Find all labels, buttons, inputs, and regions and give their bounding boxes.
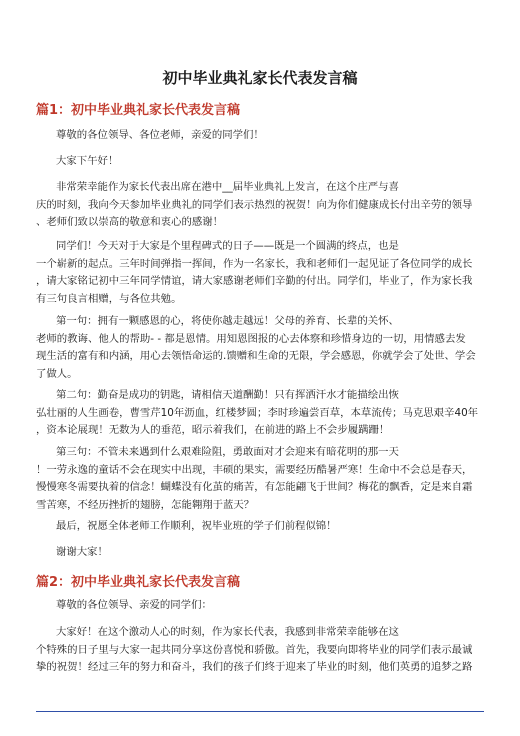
text-line: 个特殊的日子里与大家一起共同分享这份喜悦和骄傲。首先，我要向即将毕业的同学们表示最诚	[36, 643, 473, 656]
text-line: ，请大家铭记初中三年同学情谊，请大家感谢老师们辛勤的付出。同学们，毕业了，作为家长我	[36, 275, 473, 287]
footer-rule	[36, 711, 484, 712]
text-line: 有三句良言相赠，与各位共勉。	[36, 292, 182, 305]
text-line: 第一句：拥有一颗感恩的心，将使你越走越远！父母的养育、长辈的关怀、	[56, 315, 399, 327]
section-heading-1: 篇1：初中毕业典礼家长代表发言稿	[36, 103, 241, 118]
text-line: ！一劳永逸的童话不会在现实中出现，丰硕的果实，需要经历酷暑严寒！生命中不会总是春天，	[36, 463, 473, 476]
text-line: 老师的教诲、他人的帮助- - 都是恩情。用知恩图报的心去体察和珍惜身边的一切，用情感去发	[36, 332, 466, 345]
text-line: 慢慢寒冬需要执着的信念！蝴蝶没有化茧的痛苦，有怎能翩飞于世间？梅花的飘香，定是来自霜	[36, 481, 473, 493]
text-line: 同学们！今天对于大家是个里程碑式的日子——既是一个圆满的终点，也是	[56, 240, 399, 252]
text-line: 雪苦寒，不经历挫折的翅膀，怎能翱翔于蓝天？	[36, 498, 255, 511]
text-line: 第三句：不管未来遇到什么艰难险阻，勇敢面对才会迎来有暗花明的那一天	[56, 446, 399, 458]
text-line: 大家好！在这个激动人心的时刻，作为家长代表，我感到非常荣幸能够在这	[56, 626, 399, 638]
text-line: 非常荣幸能作为家长代表出席在港中__届毕业典礼上发言，在这个庄严与喜	[56, 181, 399, 193]
text-line: 弘壮丽的人生画卷，曹雪芹10年沥血，红楼梦圆；李时珍遍尝百草，本草流传；马克思艰辛40年	[36, 406, 479, 419]
closing-paragraph	[36, 518, 484, 536]
body-paragraph-5	[36, 444, 484, 514]
body-paragraph-3	[36, 313, 484, 383]
text-line: 尊敬的各位领导、各位老师，亲爱的同学们！	[56, 129, 264, 141]
body-paragraph-1	[36, 179, 484, 232]
text-line: 谢谢大家！	[56, 546, 108, 558]
text-line: 最后，祝愿全体老师工作顺利，祝毕业班的学子们前程似锦！	[56, 520, 337, 532]
text-line: 庆的时刻，我向今天参加毕业典礼的同学们表示热烈的祝贺！向为你们健康成长付出辛劳的领导	[36, 198, 473, 211]
text-line: 、老师们致以崇高的敬意和衷心的感谢！	[36, 216, 224, 228]
text-line: 大家下午好！	[56, 155, 119, 167]
greeting-paragraph-2	[36, 597, 484, 615]
thanks-paragraph	[36, 544, 484, 562]
greeting-paragraph	[36, 127, 484, 145]
text-line: 挚的祝贺！经过三年的努力和奋斗，我们的孩子们终于迎来了毕业的时刻，他们英勇的追梦之路	[36, 661, 473, 673]
document-title: 初中毕业典礼家长代表发言稿	[162, 69, 358, 87]
text-line: 尊敬的各位领导、亲爱的同学们：	[56, 599, 212, 611]
hello-paragraph	[36, 153, 484, 171]
text-line: ，资本论展现！无数为人的垂范，昭示着我们，在前进的路上不会步履蹒跚！	[36, 424, 390, 436]
body-paragraph-6	[36, 624, 484, 677]
text-line: 一个崭新的起点。三年时间弹指一挥间，作为一名家长，我和老师们一起见证了各位同学的成长	[36, 257, 473, 270]
body-paragraph-4	[36, 387, 484, 440]
text-line: 第二句：勤奋是成功的钥匙，请相信天道酬勤！只有挥洒汗水才能描绘出恢	[56, 389, 399, 401]
section-heading-2: 篇2：初中毕业典礼家长代表发言稿	[36, 575, 241, 590]
text-line: 了做人。	[36, 367, 78, 380]
body-paragraph-2	[36, 238, 484, 308]
text-line: 现生活的富有和内涵，用心去领悟命运的.馈赠和生命的无限，学会感恩，你就学会了处世、学会	[36, 350, 476, 362]
